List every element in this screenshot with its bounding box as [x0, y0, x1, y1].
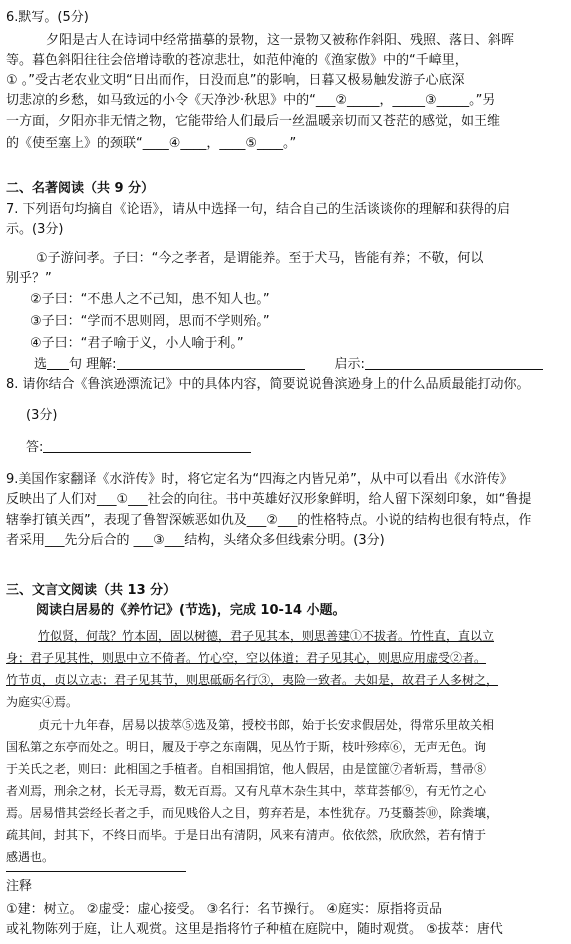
q6-line-6: 的《使至塞上》的颈联“____④____，____⑤____。” [6, 136, 297, 151]
q7-option-1a: ①子游问孝。子曰：“今之孝者，是谓能养。至于犬马，皆能有养；不敬，何以 [36, 251, 484, 266]
notes-line-1: ①建：树立。 ②虚受：虚心接受。 ③名行：名节操行。 ④庭实：原指将贡品 [6, 902, 443, 917]
inspiration-label: 启示: [334, 357, 365, 372]
passage-p1-line-4: 为庭实④焉。 [6, 695, 79, 709]
passage-p2-line-5: 焉。居易惜其尝经长者之手，而见贱俗人之目，剪弃若是，本性犹存。乃芟蘙荟⑩，除粪壤， [6, 806, 499, 820]
q9-line-4: 者采用___先分后合的 ___③___结构，头绪众多但线索分明。(3分) [6, 533, 385, 548]
q6-line-3: ① 。”受古老农业文明“日出而作，日没而息”的影响，日暮又极易触发游子心底深 [6, 73, 465, 88]
notes-divider [6, 871, 186, 872]
section-3-subtitle: 阅读白居易的《养竹记》(节选)，完成 10-14 小题。 [36, 603, 346, 618]
q6-line-2: 等。暮色斜阳往往会倍增诗歌的苍凉悲壮，如范仲淹的《渔家傲》中的“千嶂里， [6, 53, 468, 68]
q9-line-3: 辖拳打镇关西”，表现了鲁智深嫉恶如仇及___②___的性格特点。小说的结构也很有特点，作 [6, 513, 532, 528]
understanding-blank[interactable] [117, 356, 305, 370]
section-2-title: 二、名著阅读（共 9 分） [6, 181, 155, 196]
q8-score: (3分) [26, 408, 58, 423]
q8-answer-row [26, 439, 571, 456]
select-label: 选 [34, 357, 48, 372]
q7-answer-row [34, 356, 571, 373]
q7-line-1: 7. 下列语句均摘自《论语》，请从中选择一句，结合自己的生活谈谈你的理解和获得的启 [6, 202, 511, 217]
q6-line-5: 一方面，夕阳亦非无情之物，它能带给人们最后一丝温暖亲切而又苍茫的感觉，如王维 [6, 114, 501, 129]
answer-label: 答: [26, 440, 44, 455]
passage-p2-line-2: 国私第之东亭而处之。明日，履及于亭之东南隅，见丛竹于斯，枝叶殄瘁⑥，无声无色。询 [6, 740, 487, 754]
passage-p1-line-2: 身；君子见其性，则思中立不倚者。竹心空，空以体道；君子见其心，则思应用虚受②者。 [6, 651, 487, 665]
q6-line-4: 切悲凉的乡愁，如马致远的小令《天净沙·秋思》中的“___②_____，_____③_____。”另 [6, 93, 496, 108]
section-3-title: 三、文言文阅读（共 13 分） [6, 583, 177, 598]
notes-label: 注释 [6, 879, 33, 894]
q7-line-2: 示。(3分) [6, 222, 64, 237]
understanding-label: 句 理解: [69, 357, 117, 372]
q7-option-1b: 别乎？” [6, 271, 52, 286]
q6-heading: 6.默写。(5分) [6, 10, 89, 25]
passage-p1-line-3: 竹节贞，贞以立志；君子见其节，则思砥砺名行③，夷险一致者。夫如是，故君子人多树之， [6, 673, 499, 687]
inspiration-blank[interactable] [365, 356, 543, 370]
passage-p2-line-6: 疏其间，封其下，不终日而毕。于是日出有清阴，风来有清声。依依然，欣欣然，若有情于 [6, 828, 487, 842]
q9-line-1: 9.美国作家翻译《水浒传》时，将它定名为“四海之内皆兄弟”，从中可以看出《水浒传》 [6, 472, 513, 487]
select-blank[interactable] [47, 356, 69, 370]
q7-option-2: ②子曰：“不患人之不己知，患不知人也。” [30, 292, 270, 307]
q7-option-4: ④子曰：“君子喻于义，小人喻于利。” [30, 336, 244, 351]
passage-p2-line-3: 于关氏之老，则曰：此相国之手植者。自相国捐馆，他人假居，由是筐篚⑦者斩焉，彗帚⑧ [6, 762, 487, 776]
notes-line-2: 或礼物陈列于庭，让人观赏。这里是指将竹子种植在庭院中，随时观赏。 ⑤拔萃：唐代 [6, 922, 503, 937]
q7-option-3: ③子曰：“学而不思则罔，思而不学则殆。” [30, 314, 270, 329]
passage-p1-line-1: 竹似贤，何哉？竹本固，固以树德，君子见其本，则思善建①不拔者。竹性直，直以立 [38, 629, 495, 643]
q8-answer-blank[interactable] [43, 439, 251, 453]
q6-line-1: 夕阳是古人在诗词中经常描摹的景物，这一景物又被称作斜阳、残照、落日、斜晖 [46, 33, 515, 48]
passage-p2-line-1: 贞元十九年春，居易以拔萃⑤选及第，授校书郎，始于长安求假居处，得常乐里故关相 [38, 718, 495, 732]
passage-p2-line-7: 感遇也。 [6, 850, 55, 864]
passage-p2-line-4: 者刈焉，刑余之材，长无寻焉，数无百焉。又有凡草木杂生其中，萃茸荟郁⑨，有无竹之心 [6, 784, 487, 798]
q9-line-2: 反映出了人们对___①___社会的向往。书中英雄好汉形象鲜明，给人留下深刻印象，如“鲁提 [6, 492, 532, 507]
q8-line: 8. 请你结合《鲁滨逊漂流记》中的具体内容，简要说说鲁滨逊身上的什么品质最能打动你。 [6, 377, 530, 392]
